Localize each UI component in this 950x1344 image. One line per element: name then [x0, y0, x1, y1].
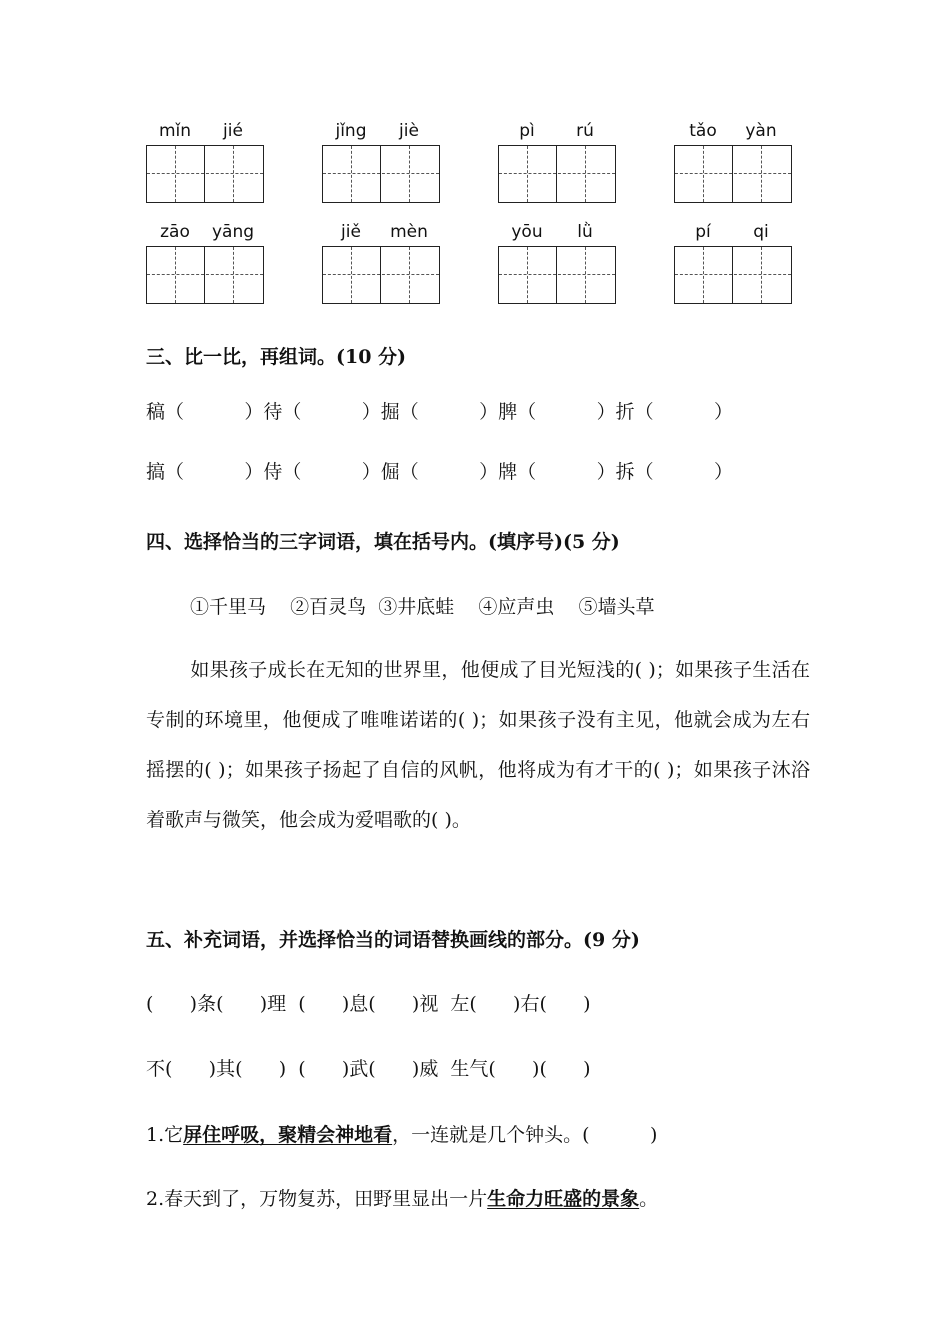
- section-heading: 三、比一比，再组词。(10 分): [146, 346, 407, 368]
- paragraph-text: 如果孩子成长在无知的世界里，他便成了目光短浅的( )；如果孩子生活在专制的环境里，他便成了唯唯诺诺的( )；如果孩子没有主见，他就会成为左右摇摆的( )；如果孩子扬起了自信的风帆，他将成为有才干的( )；如果孩子沐浴着歌声与微笑，他会成为爱唱歌的( )。: [146, 659, 810, 831]
- question-text: 2.春天到了，万物复苏，田野里显出一片: [146, 1188, 488, 1210]
- compare-row[interactable]: 稿（ ）待（ ）掘（ ）脾（ ）折（ ）: [146, 401, 733, 423]
- pinyin-syllable: jié: [223, 121, 243, 141]
- pinyin-syllable: jiè: [399, 121, 419, 141]
- idiom-row[interactable]: 不( )其( ) ( )武( )威 生气( )( ): [146, 1058, 591, 1080]
- pinyin-syllable: yàn: [745, 121, 777, 141]
- question-1: [146, 1120, 657, 1147]
- pinyin-syllable: lǜ: [577, 222, 593, 242]
- compare-row[interactable]: 搞（ ）侍（ ）倔（ ）牌（ ）拆（ ）: [146, 461, 733, 483]
- options-list: ①千里马 ②百灵鸟 ③井底蛙 ④应声虫 ⑤墙头草: [190, 596, 655, 618]
- pinyin-syllable: qi: [753, 222, 769, 242]
- question-text[interactable]: ，一连就是几个钟头。( ): [392, 1124, 658, 1146]
- pinyin-syllable: jǐng: [335, 121, 367, 141]
- pinyin-syllable: jiě: [341, 222, 361, 242]
- question-2: [146, 1184, 658, 1211]
- pinyin-word: [322, 219, 440, 245]
- pinyin-syllable: zāo: [160, 222, 190, 242]
- pinyin-word: [146, 219, 264, 245]
- writing-box[interactable]: [146, 246, 264, 304]
- pinyin-word: [498, 219, 616, 245]
- pinyin-syllable: yōu: [511, 222, 543, 242]
- writing-box[interactable]: [498, 246, 616, 304]
- question-text: 。: [639, 1188, 659, 1210]
- pinyin-word: [674, 118, 792, 144]
- pinyin-syllable: tǎo: [689, 121, 717, 141]
- pinyin-word: [322, 118, 440, 144]
- pinyin-syllable: pì: [519, 121, 535, 141]
- fill-paragraph[interactable]: [146, 645, 810, 845]
- pinyin-syllable: mèn: [390, 222, 428, 242]
- pinyin-syllable: mǐn: [158, 121, 192, 141]
- pinyin-syllable: rú: [576, 121, 594, 141]
- pinyin-word: [146, 118, 264, 144]
- question-text: 1.它: [146, 1124, 184, 1146]
- writing-box[interactable]: [322, 145, 440, 203]
- underlined-phrase: 屏住呼吸，聚精会神地看: [183, 1124, 393, 1146]
- writing-box[interactable]: [498, 145, 616, 203]
- pinyin-syllable: pí: [695, 222, 711, 242]
- underlined-phrase: 生命力旺盛的景象: [487, 1188, 640, 1210]
- writing-box[interactable]: [322, 246, 440, 304]
- pinyin-word: [498, 118, 616, 144]
- pinyin-grid: [146, 118, 806, 308]
- section-heading: 五、补充词语，并选择恰当的词语替换画线的部分。(9 分): [146, 929, 640, 951]
- writing-box[interactable]: [674, 145, 792, 203]
- idiom-row[interactable]: ( )条( )理 ( )息( )视 左( )右( ): [146, 993, 591, 1015]
- writing-box[interactable]: [674, 246, 792, 304]
- pinyin-syllable: yāng: [211, 222, 255, 242]
- section-heading: 四、选择恰当的三字词语，填在括号内。(填序号)(5 分): [146, 531, 620, 553]
- writing-box[interactable]: [146, 145, 264, 203]
- pinyin-word: [674, 219, 792, 245]
